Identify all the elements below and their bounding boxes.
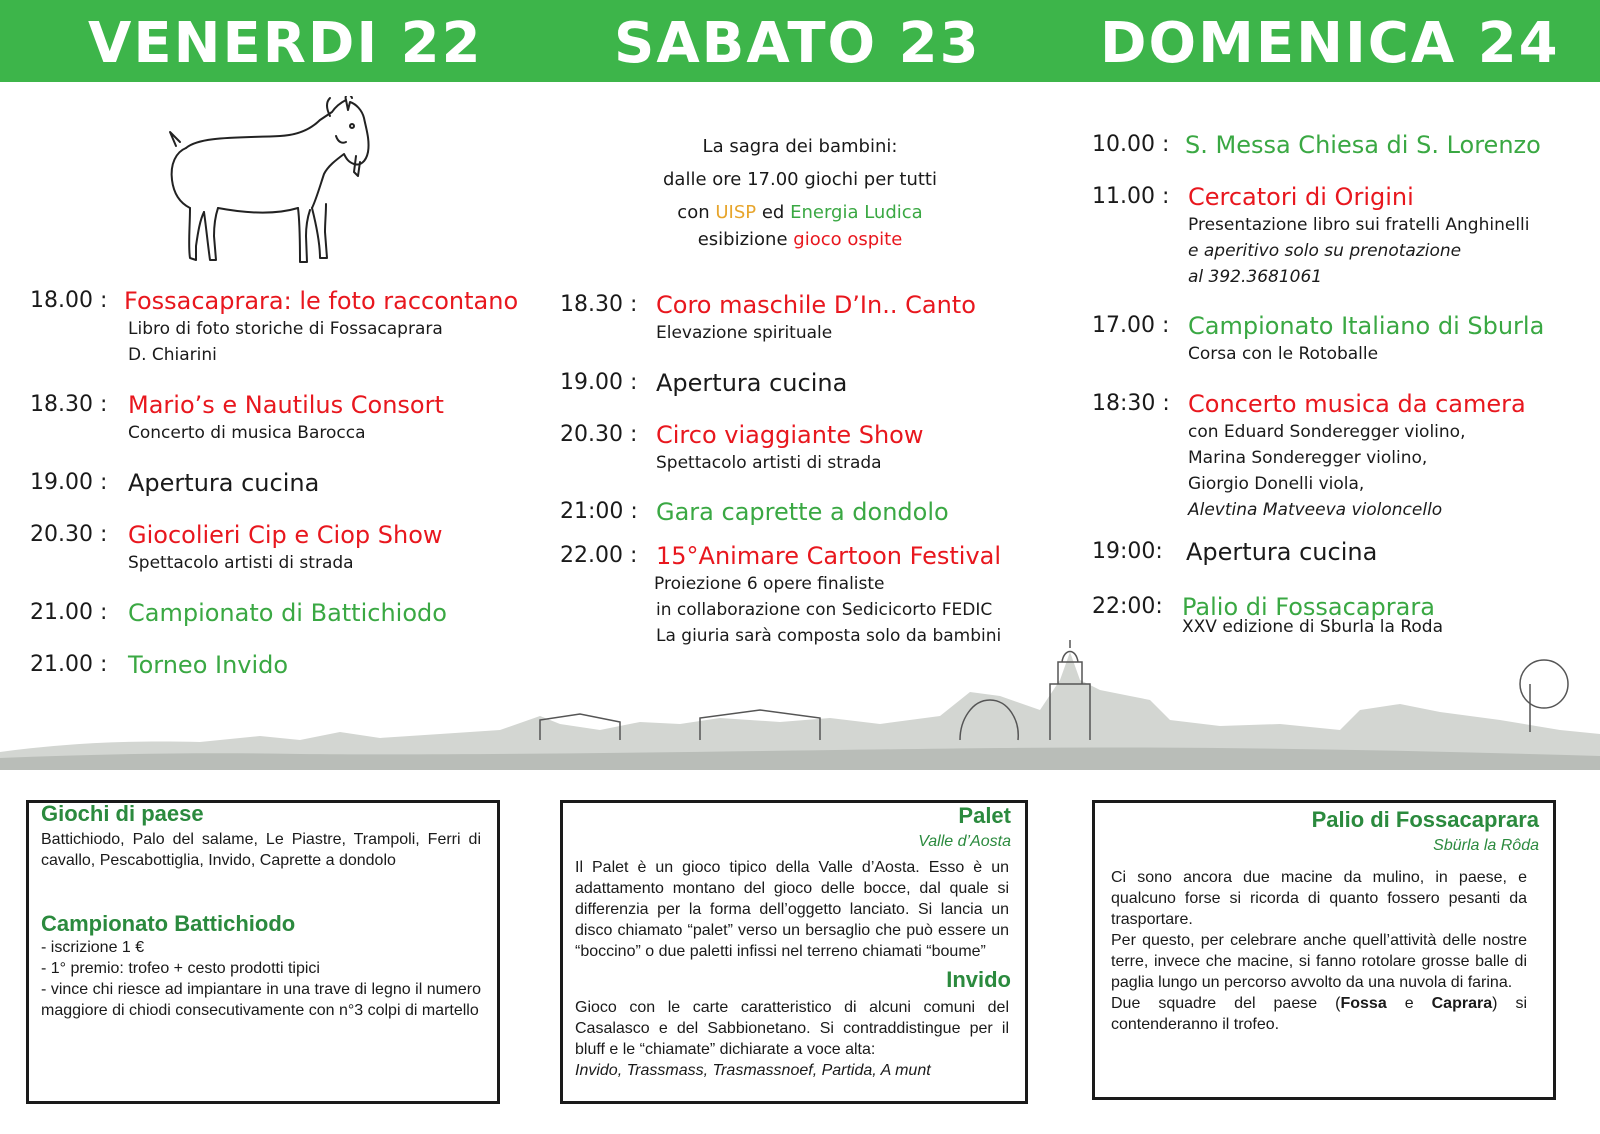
intro-uisp: UISP [715,202,757,223]
box-list [41,937,481,1021]
event-time: 20.30 : [30,522,108,547]
event-title: Apertura cucina [656,369,848,397]
day-friday: VENERDI 22 [88,11,483,76]
day-saturday: SABATO 23 [614,11,981,76]
box-text-italic: Invido, Trassmass, Trasmassnoef, Partida, A munt [575,1062,931,1079]
event-title: Circo viaggiante Show [656,421,924,449]
event-detail: XXV edizione di Sburla la Roda [1182,617,1443,637]
event-time: 19.00 : [30,470,108,495]
intro-text: ed [761,202,785,223]
list-item: - vince chi riesce ad impiantare in una trave di legno il numero maggiore di chiodi consecutivamente con n°3 colpi di martello [41,981,481,1019]
box-subtitle: Valle d’Aosta [918,833,1011,850]
event-title: Concerto musica da camera [1188,390,1526,418]
event-time: 11.00 : [1092,184,1170,209]
intro-line [580,223,1020,256]
paragraph: Per questo, per celebrare anche quell’attività delle nostre terre, invece che macine, si fanno rotolare grosse balle di paglia lungo un percorso avvolto da una nuvola di farina. [1111,932,1527,991]
team-caprara: Caprara [1431,995,1493,1012]
event-title: Campionato Italiano di Sburla [1188,312,1545,340]
event-detail: Marina Sonderegger violino, [1188,448,1428,468]
event-title: 15°Animare Cartoon Festival [656,542,1002,570]
list-item: - 1° premio: trofeo + cesto prodotti tipici [41,960,320,977]
event-title: Apertura cucina [1186,538,1378,566]
intro-line: La sagra dei bambini: [702,136,898,157]
event-title: Torneo Invido [128,651,289,679]
event-detail: Concerto di musica Barocca [128,423,366,443]
intro-line: dalle ore 17.00 giochi per tutti [663,169,937,190]
event-detail: Presentazione libro sui fratelli Anghinelli [1188,215,1530,235]
event-detail: Libro di foto storiche di Fossacaprara [128,319,443,339]
event-title: Gara caprette a dondolo [656,498,949,526]
event-detail: e aperitivo solo su prenotazione [1188,241,1462,261]
event-time: 18.30 : [30,392,108,417]
event-time: 19.00 : [560,370,638,395]
event-detail: Corsa con le Rotoballe [1188,344,1379,364]
day-sunday: DOMENICA 24 [1100,11,1560,76]
event-detail: Spettacolo artisti di strada [656,453,882,473]
event-detail: D. Chiarini [128,345,217,365]
box-title: Palio di Fossacaprara [1311,807,1539,832]
event-time: 18.00 : [30,288,108,313]
text: Due squadre del paese ( [1111,995,1341,1012]
event-detail: in collaborazione con Sedicicorto FEDIC [656,600,993,620]
event-title: Cercatori di Origini [1188,183,1414,211]
text: ) si contenderanno il trofeo. [1111,995,1527,1033]
event-time: 10.00 : [1092,132,1170,157]
event-time: 20.30 : [560,422,638,447]
event-time: 19:00: [1092,539,1163,564]
box-text: Battichiodo, Palo del salame, Le Piastre, Trampoli, Ferri di cavallo, Pescabottiglia, Invido, Caprette a dondolo [41,831,481,869]
intro-text: esibizione [697,229,788,250]
event-detail: Alevtina Matveeva violoncello [1188,500,1443,520]
box-palet [560,800,1028,1104]
paragraph [1111,993,1527,1035]
event-title: Palio di Fossacaprara [1182,593,1435,621]
box-text: Gioco con le carte caratteristico di alcuni comuni del Casalasco e del Sabbionetano. Si contraddistingue per il bluff e le “chiamate” dichiarate a voce alta: [575,999,1009,1058]
event-detail: Proiezione 6 opere finaliste [654,574,885,594]
event-title: Apertura cucina [128,469,320,497]
box-palio [1092,800,1556,1100]
event-detail: La giuria sarà composta solo da bambini [656,626,1002,646]
event-time: 21.00 : [30,652,108,677]
intro-gioco: gioco ospite [793,229,903,250]
box-title: Campionato Battichiodo [41,911,296,936]
event-detail: Giorgio Donelli viola, [1188,474,1365,494]
goat-illustration [160,96,380,276]
text: e [1386,995,1432,1012]
box-title: Palet [958,803,1011,828]
intro-energia: Energia Ludica [790,202,923,223]
event-time: 21:00 : [560,499,638,524]
event-detail: al 392.3681061 [1188,267,1323,287]
event-time: 18.30 : [560,292,638,317]
event-time: 18:30 : [1092,391,1170,416]
list-item: - iscrizione 1 € [41,939,145,956]
box-subtitle: Sbürla la Rôda [1433,837,1539,854]
event-detail: Elevazione spirituale [656,323,833,343]
event-title: Campionato di Battichiodo [128,599,447,627]
event-title: Coro maschile D’In.. Canto [656,291,976,319]
paragraph: Ci sono ancora due macine da mulino, in paese, e qualcuno forse si ricorda di quanto fossero pesanti da trasportare. [1111,869,1527,928]
box-title: Invido [946,967,1011,992]
event-detail: Spettacolo artisti di strada [128,553,354,573]
event-title: S. Messa Chiesa di S. Lorenzo [1185,131,1541,159]
saturday-intro [580,130,1020,256]
event-time: 22.00 : [560,543,638,568]
event-title: Giocolieri Cip e Ciop Show [128,521,443,549]
event-time: 21.00 : [30,600,108,625]
team-fossa: Fossa [1340,995,1387,1012]
event-time: 17.00 : [1092,313,1170,338]
event-time: 22:00: [1092,594,1163,619]
intro-text: con [677,202,710,223]
box-giochi [26,800,500,1104]
event-detail: con Eduard Sonderegger violino, [1188,422,1466,442]
event-title: Mario’s e Nautilus Consort [128,391,444,419]
box-body [1111,867,1527,1035]
box-title: Giochi di paese [41,801,204,826]
box-text: Il Palet è un gioco tipico della Valle d’Aosta. Esso è un adattamento montano del gioco delle bocce, dal quale si differenzia per la forma dell’oggetto lanciato. Si lancia un disco chiamato “palet” verso un bersaglio che può essere un “boccino” o due paletti infissi nel terreno chiamati “boume” [575,859,1009,960]
event-title: Fossacaprara: le foto raccontano [124,287,519,315]
village-skyline-illustration [0,640,1600,780]
